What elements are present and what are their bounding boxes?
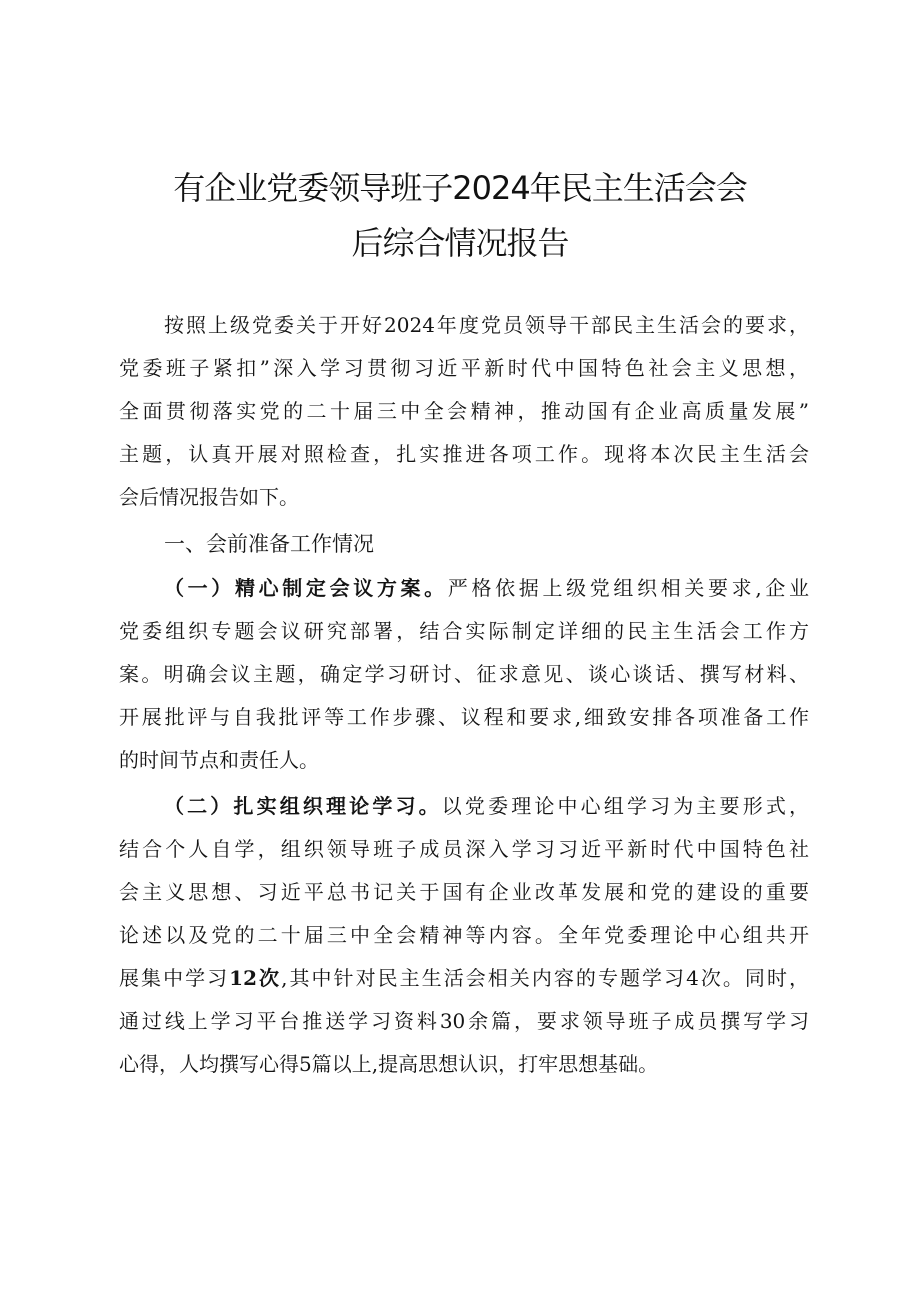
sub2-line-5-part-c: ,其中针对民主生活会相关内容的专题学习4次。同时， [281,966,809,990]
sub1-line-3: 案。明确会议主题，确定学习研讨、征求意见、谈心谈话、撰写材料、 [119,662,809,686]
sub1-line-5: 的时间节点和责任人。 [119,748,319,772]
document-title-line-2: 后综合情况报告 [351,224,569,262]
sub2-line-2: 结合个人自学，组织领导班子成员深入学习习近平新时代中国特色社 [119,837,809,861]
sub2-line-4: 论述以及党的二十届三中全会精神等内容。全年党委理论中心组共开 [119,923,809,947]
sub2-line-5-part-a: 展集中学习 [119,966,230,990]
intro-line-2: 党委班子紧扣”深入学习贯彻习近平新时代中国特色社会主义思想， [119,356,809,380]
sub2-line-5 [119,960,809,996]
sub2-line-7: 心得，人均撰写心得5篇以上,提高思想认识，打牢思想基础。 [119,1052,659,1076]
section-heading-1: 一、会前准备工作情况 [164,532,374,556]
intro-line-1: 按照上级党委关于开好2024年度党员领导干部民主生活会的要求， [164,313,809,337]
sub1-line-1 [164,570,809,606]
sub2-line-3: 会主义思想、习近平总书记关于国有企业改革发展和党的建设的重要 [119,880,809,904]
sub2-lead-heading: （二）扎实组织理论学习。 [164,794,442,818]
sub2-line-1 [164,788,809,824]
sub2-line-6: 通过线上学习平台推送学习资料30余篇，要求领导班子成员撰写学习 [119,1009,809,1033]
sub2-line-5-part-b: 12次 [229,966,282,990]
document-title-line-1: 有企业党委领导班子2024年民主生活会会 [173,169,747,207]
sub2-line-1-text: 以党委理论中心组学习为主要形式， [441,794,810,818]
sub1-line-4: 开展批评与自我批评等工作步骤、议程和要求,细致安排各项准备工作 [119,705,809,729]
sub1-lead-heading: （一）精心制定会议方案。 [164,576,448,600]
intro-line-3: 全面贯彻落实党的二十届三中全会精神，推动国有企业高质量发展” [119,399,809,423]
intro-line-4: 主题，认真开展对照检查，扎实推进各项工作。现将本次民主生活会 [119,442,809,466]
sub1-line-1-text: 严格依据上级党组织相关要求,企业 [447,576,810,600]
intro-line-5: 会后情况报告如下。 [119,485,299,509]
sub1-line-2: 党委组织专题会议研究部署，结合实际制定详细的民主生活会工作方 [119,619,809,643]
